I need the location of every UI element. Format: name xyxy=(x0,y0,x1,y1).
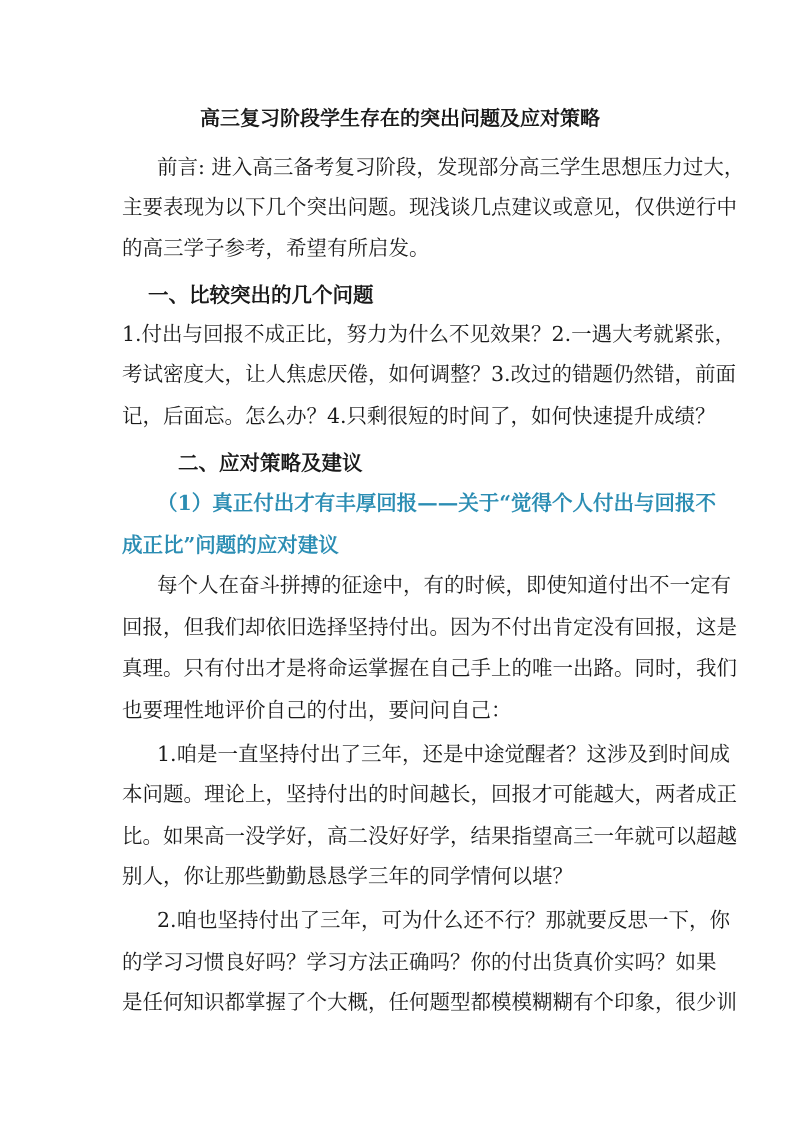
subheading-line-1: （1）真正付出才有丰厚回报——关于“觉得个人付出与回报不 xyxy=(157,491,717,515)
intro-line-1: 前言: 进入高三备考复习阶段，发现部分高三学生思想压力过大， xyxy=(157,155,745,179)
para1-line-1: 每个人在奋斗拼搏的征途中，有的时候，即使知道付出不一定有 xyxy=(157,573,731,597)
document-title: 高三复习阶段学生存在的突出问题及应对策略 xyxy=(200,106,600,130)
section1-line-1: 1.付出与回报不成正比，努力为什么不见效果？2.一遇大考就紧张， xyxy=(122,322,736,346)
para2-line-4: 别人，你让那些勤勤恳恳学三年的同学情何以堪？ xyxy=(122,864,573,888)
section1-heading: 一、比较突出的几个问题 xyxy=(148,283,374,307)
section2-heading: 二、应对策略及建议 xyxy=(178,451,363,475)
intro-line-2: 主要表现为以下几个突出问题。现浅谈几点建议或意见，仅供逆行中 xyxy=(122,195,737,219)
para2-line-2: 本问题。理论上，坚持付出的时间越长，回报才可能越大，两者成正 xyxy=(122,782,737,806)
section1-line-2: 考试密度大，让人焦虑厌倦，如何调整？3.改过的错题仍然错，前面 xyxy=(122,362,737,386)
intro-line-3: 的高三学子参考，希望有所启发。 xyxy=(122,236,430,260)
para1-line-2: 回报，但我们却依旧选择坚持付出。因为不付出肯定没有回报，这是 xyxy=(122,615,737,639)
para3-line-2: 的学习习惯良好吗？学习方法正确吗？你的付出货真价实吗？如果 xyxy=(122,950,717,974)
subheading-line-2: 成正比”问题的应对建议 xyxy=(122,533,339,557)
para3-line-1: 2.咱也坚持付出了三年，可为什么还不行？那就要反思一下，你 xyxy=(157,908,731,932)
para1-line-4: 也要理性地评价自己的付出，要问问自己： xyxy=(122,698,512,722)
para2-line-3: 比。如果高一没学好，高二没好好学，结果指望高三一年就可以超越 xyxy=(122,824,737,848)
section1-line-3: 记，后面忘。怎么办？4.只剩很短的时间了，如何快速提升成绩？ xyxy=(122,404,716,428)
para1-line-3: 真理。只有付出才是将命运掌握在自己手上的唯一出路。同时，我们 xyxy=(122,656,737,680)
para3-line-3: 是任何知识都掌握了个大概，任何题型都模模糊糊有个印象，很少训 xyxy=(122,990,737,1014)
para2-line-1: 1.咱是一直坚持付出了三年，还是中途觉醒者？这涉及到时间成 xyxy=(157,742,731,766)
